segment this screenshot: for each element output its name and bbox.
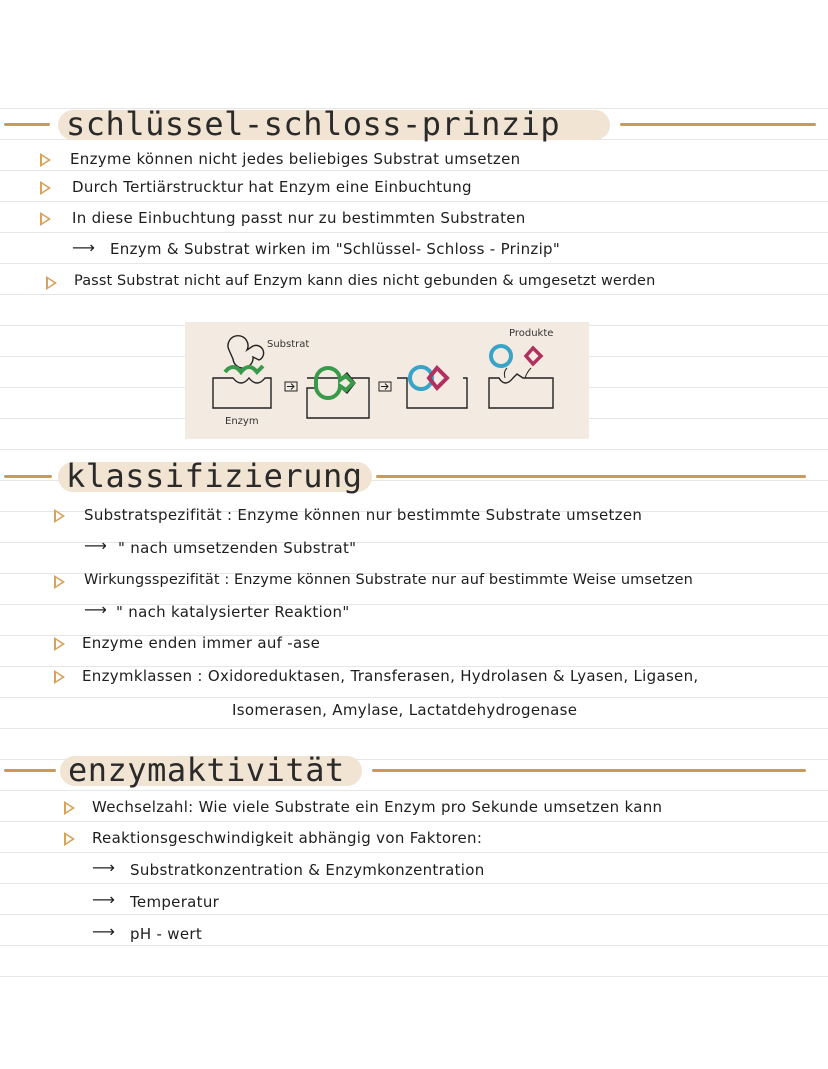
enzyme-free (489, 374, 553, 408)
ruled-line (0, 883, 828, 884)
ruled-line (0, 697, 828, 698)
heading-dash-left (4, 769, 56, 772)
bullet-line: In diese Einbuchtung passt nur zu bestimmten Substraten (72, 209, 526, 227)
ruled-line (0, 263, 828, 264)
arrow-right-icon: ⟶ (92, 922, 115, 941)
product-diamond (526, 348, 541, 364)
bullet-triangle-icon (54, 509, 65, 523)
bullet-triangle-icon (46, 276, 57, 290)
arrow-line: Enzym & Substrat wirken im "Schlüssel- Schloss - Prinzip" (110, 240, 561, 258)
bullet-triangle-icon (54, 637, 65, 651)
heading-dash-right (376, 475, 806, 478)
enzyme-shape (213, 378, 271, 408)
release-arrow (504, 368, 507, 378)
arrow-line: pH - wert (130, 925, 202, 943)
bullet-line: Wirkungsspezifität : Enzyme können Substrate nur auf bestimmte Weise umsetzen (84, 572, 693, 588)
bullet-line: Passt Substrat nicht auf Enzym kann dies nicht gebunden & umgesetzt werden (74, 273, 656, 289)
bullet-line: Enzyme können nicht jedes beliebiges Substrat umsetzen (70, 150, 521, 168)
ruled-line (0, 449, 828, 450)
arrow-right-icon (381, 384, 388, 390)
ruled-line (0, 728, 828, 729)
ruled-line (0, 945, 828, 946)
bullet-line: Reaktionsgeschwindigkeit abhängig von Faktoren: (92, 829, 483, 847)
section-heading-1 (0, 104, 828, 144)
bullet-line: Substratspezifität : Enzyme können nur bestimmte Substrate umsetzen (84, 506, 643, 524)
arrow-line: " nach umsetzenden Substrat" (118, 539, 357, 557)
heading-dash-right (372, 769, 806, 772)
arrow-right-icon: ⟶ (84, 600, 107, 619)
ruled-line (0, 790, 828, 791)
bullet-triangle-icon (64, 832, 75, 846)
label-enzym: Enzym (225, 416, 259, 427)
arrow-right-icon: ⟶ (92, 858, 115, 877)
bullet-triangle-icon (54, 670, 65, 684)
bullet-line: Enzymklassen : Oxidoreduktasen, Transferasen, Hydrolasen & Lyasen, Ligasen, (82, 667, 699, 685)
heading-dash-left (4, 475, 52, 478)
bullet-triangle-icon (40, 153, 51, 167)
arrow-line: " nach katalysierter Reaktion" (116, 603, 350, 621)
ruled-line (0, 914, 828, 915)
bullet-triangle-icon (40, 181, 51, 195)
product-circle (491, 346, 511, 366)
substrate-green (225, 366, 263, 372)
bullet-line: Wechselzahl: Wie viele Substrate ein Enzym pro Sekunde umsetzen kann (92, 798, 663, 816)
bullet-triangle-icon (40, 212, 51, 226)
heading-dash-left (4, 123, 50, 126)
ruled-line (0, 232, 828, 233)
label-substrat: Substrat (267, 339, 310, 350)
section-title: enzymaktivität (68, 751, 345, 789)
arrow-line: Temperatur (130, 893, 220, 911)
bullet-triangle-icon (54, 575, 65, 589)
arrow-right-icon: ⟶ (72, 238, 95, 257)
arrow-right-icon: ⟶ (92, 890, 115, 909)
arrow-right-icon (287, 384, 294, 390)
arrow-line: Substratkonzentration & Enzymkonzentration (130, 861, 485, 879)
section-title: schlüssel-schloss-prinzip (66, 105, 561, 143)
ruled-line (0, 170, 828, 171)
continuation-line: Isomerasen, Amylase, Lactatdehydrogenase (232, 701, 578, 719)
ruled-line (0, 201, 828, 202)
arrow-right-icon: ⟶ (84, 536, 107, 555)
heading-dash-right (620, 123, 816, 126)
bullet-triangle-icon (64, 801, 75, 815)
label-produkte: Produkte (509, 328, 554, 339)
ruled-line (0, 976, 828, 977)
section-title: klassifizierung (66, 457, 363, 495)
section-heading-2 (0, 456, 828, 496)
substrate-shape (228, 336, 264, 368)
enzyme-diagram (185, 322, 589, 439)
ruled-line (0, 852, 828, 853)
section-heading-3 (0, 750, 828, 790)
release-arrow (525, 368, 531, 378)
ruled-line (0, 294, 828, 295)
bullet-line: Durch Tertiärstrucktur hat Enzym eine Einbuchtung (72, 178, 472, 196)
bullet-line: Enzyme enden immer auf -ase (82, 634, 321, 652)
ruled-line (0, 821, 828, 822)
